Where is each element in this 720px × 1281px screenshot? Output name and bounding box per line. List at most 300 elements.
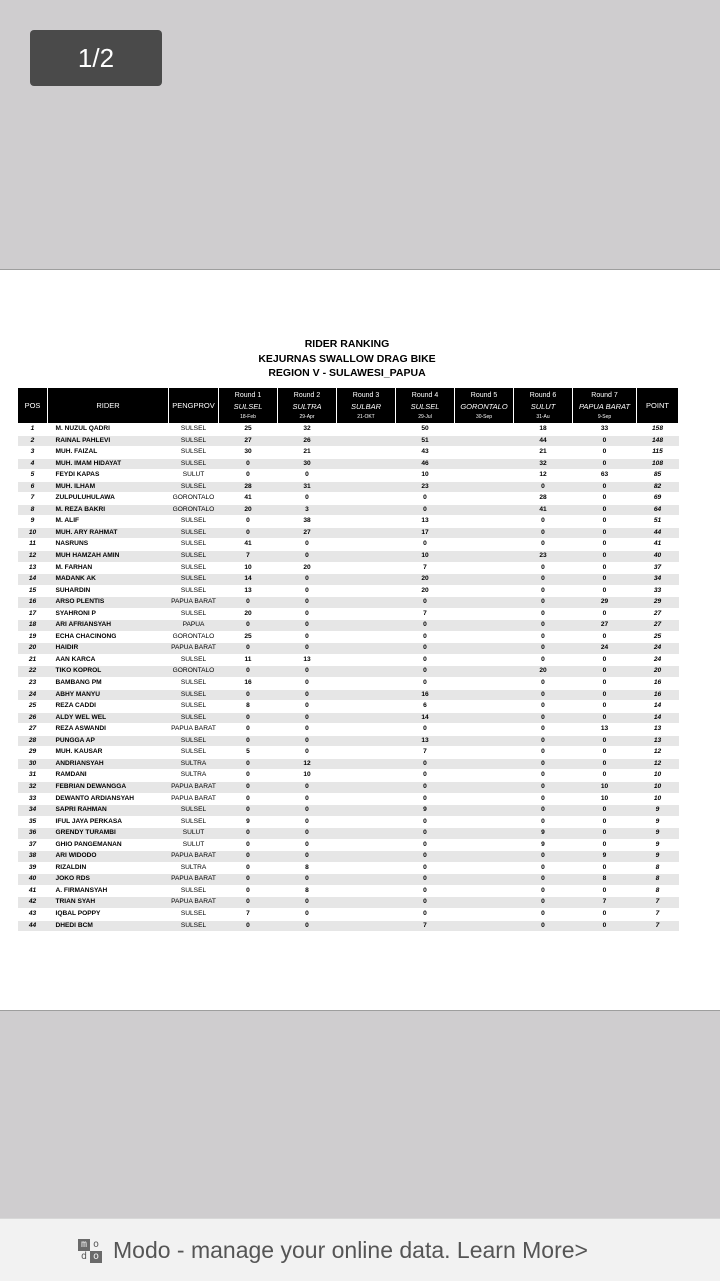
table-cell: 8 [278, 862, 337, 874]
modo-logo: m o d o [78, 1239, 102, 1263]
table-cell: SULSEL [169, 424, 219, 436]
table-cell [455, 897, 514, 909]
table-cell [455, 885, 514, 897]
table-cell: 0 [514, 897, 573, 909]
table-cell: 0 [573, 435, 637, 447]
table-row [18, 701, 679, 713]
table-row [18, 597, 679, 609]
ranking-body [18, 424, 679, 932]
table-cell: 23 [514, 551, 573, 563]
table-cell: 7 [396, 920, 455, 932]
table-cell: 33 [637, 585, 679, 597]
table-cell: 0 [573, 516, 637, 528]
table-cell: 34 [18, 805, 48, 817]
table-cell: 28 [18, 735, 48, 747]
table-cell: 0 [219, 597, 278, 609]
table-cell: 0 [514, 654, 573, 666]
table-cell: MUH HAMZAH AMIN [48, 551, 169, 563]
table-cell: 0 [573, 828, 637, 840]
table-cell: MUH. ARY RAHMAT [48, 527, 169, 539]
table-cell: 11 [219, 654, 278, 666]
table-cell: 25 [637, 631, 679, 643]
ad-banner[interactable] [0, 1218, 720, 1281]
table-cell [455, 504, 514, 516]
table-cell: SULTRA [169, 862, 219, 874]
table-cell: TIKO KOPROL [48, 666, 169, 678]
table-cell: SULTRA [169, 758, 219, 770]
table-cell: 20 [18, 643, 48, 655]
table-cell: 21 [514, 447, 573, 459]
table-cell: 10 [637, 781, 679, 793]
table-cell: 41 [219, 539, 278, 551]
table-cell [455, 724, 514, 736]
table-cell [455, 458, 514, 470]
table-cell: 0 [514, 597, 573, 609]
table-cell [455, 678, 514, 690]
table-cell [337, 689, 396, 701]
table-cell [337, 447, 396, 459]
table-cell: SULSEL [169, 447, 219, 459]
table-cell [337, 816, 396, 828]
table-cell: FEBRIAN DEWANGGA [48, 781, 169, 793]
table-cell [337, 758, 396, 770]
table-cell [455, 447, 514, 459]
table-cell: SULSEL [169, 562, 219, 574]
table-cell: 0 [573, 770, 637, 782]
table-cell: 0 [278, 470, 337, 482]
table-cell: PAPUA BARAT [169, 724, 219, 736]
table-cell: 0 [573, 654, 637, 666]
table-cell: 8 [573, 874, 637, 886]
table-cell [455, 851, 514, 863]
table-cell: SULSEL [169, 585, 219, 597]
table-cell: 12 [278, 758, 337, 770]
table-cell [455, 597, 514, 609]
table-cell: 0 [396, 724, 455, 736]
table-cell: 19 [18, 631, 48, 643]
table-row [18, 654, 679, 666]
table-cell [455, 435, 514, 447]
table-cell: 0 [514, 747, 573, 759]
table-cell: 0 [396, 839, 455, 851]
table-cell: 5 [219, 747, 278, 759]
table-cell: 37 [18, 839, 48, 851]
table-cell: PAPUA BARAT [169, 793, 219, 805]
table-cell: 27 [278, 527, 337, 539]
table-cell: 0 [219, 885, 278, 897]
table-cell: 5 [18, 470, 48, 482]
table-cell: 43 [18, 908, 48, 920]
table-cell: 16 [637, 689, 679, 701]
table-cell: 0 [514, 585, 573, 597]
table-cell [455, 666, 514, 678]
table-cell: 21 [278, 447, 337, 459]
table-cell: 10 [573, 793, 637, 805]
table-cell: SULSEL [169, 908, 219, 920]
table-cell: 36 [18, 828, 48, 840]
table-cell: SULSEL [169, 712, 219, 724]
table-cell: ARI WIDODO [48, 851, 169, 863]
table-cell: 0 [396, 678, 455, 690]
table-cell: 0 [219, 862, 278, 874]
table-cell: 7 [396, 747, 455, 759]
table-cell: 7 [573, 897, 637, 909]
table-row [18, 885, 679, 897]
table-row [18, 908, 679, 920]
table-cell: 0 [573, 747, 637, 759]
table-cell: 43 [396, 447, 455, 459]
table-cell: M. REZA BAKRI [48, 504, 169, 516]
table-cell [455, 539, 514, 551]
table-cell: 7 [219, 551, 278, 563]
table-cell: 0 [278, 597, 337, 609]
table-cell [455, 816, 514, 828]
table-cell: NASRUNS [48, 539, 169, 551]
table-cell [337, 851, 396, 863]
table-cell: TRIAN SYAH [48, 897, 169, 909]
table-row [18, 435, 679, 447]
table-cell: 0 [573, 551, 637, 563]
table-cell: 0 [278, 724, 337, 736]
table-cell [455, 793, 514, 805]
table-cell [455, 493, 514, 505]
table-cell [337, 839, 396, 851]
table-cell: 18 [514, 424, 573, 436]
table-cell: 9 [219, 816, 278, 828]
table-cell [455, 574, 514, 586]
table-cell: JOKO RDS [48, 874, 169, 886]
table-cell: 0 [219, 781, 278, 793]
table-row [18, 643, 679, 655]
table-cell: 51 [396, 435, 455, 447]
table-cell: AAN KARCA [48, 654, 169, 666]
table-cell: 0 [573, 481, 637, 493]
title-line-3: REGION V - SULAWESI_PAPUA [268, 367, 426, 379]
table-cell: PAPUA BARAT [169, 851, 219, 863]
document-title [0, 337, 694, 381]
table-cell: 8 [637, 874, 679, 886]
table-cell: 0 [396, 643, 455, 655]
table-cell: DHEDI BCM [48, 920, 169, 932]
table-cell: 9 [396, 805, 455, 817]
table-cell: 31 [278, 481, 337, 493]
table-cell: 0 [219, 793, 278, 805]
table-cell: 20 [219, 608, 278, 620]
table-cell: 30 [278, 458, 337, 470]
table-cell: 29 [573, 597, 637, 609]
table-cell: A. FIRMANSYAH [48, 885, 169, 897]
table-cell: 0 [514, 885, 573, 897]
table-cell: 0 [396, 758, 455, 770]
table-cell: 9 [18, 516, 48, 528]
table-cell: 0 [219, 897, 278, 909]
table-cell: 24 [573, 643, 637, 655]
table-cell: 6 [396, 701, 455, 713]
table-cell: 0 [278, 897, 337, 909]
table-cell: 6 [18, 481, 48, 493]
table-cell: 7 [637, 920, 679, 932]
table-cell: SULSEL [169, 481, 219, 493]
table-cell: 40 [637, 551, 679, 563]
table-cell: 0 [278, 574, 337, 586]
table-cell: 0 [219, 839, 278, 851]
table-cell: 63 [573, 470, 637, 482]
table-cell: 33 [18, 793, 48, 805]
table-cell [337, 654, 396, 666]
table-cell: SULSEL [169, 551, 219, 563]
table-cell: 41 [514, 504, 573, 516]
table-cell [455, 516, 514, 528]
table-cell: 37 [637, 562, 679, 574]
table-cell: 9 [573, 851, 637, 863]
table-row [18, 608, 679, 620]
table-cell: 27 [219, 435, 278, 447]
table-cell: 10 [573, 781, 637, 793]
table-cell [455, 562, 514, 574]
table-cell: 0 [573, 689, 637, 701]
table-cell [337, 793, 396, 805]
table-cell: 23 [396, 481, 455, 493]
table-cell [337, 805, 396, 817]
table-cell: 0 [573, 678, 637, 690]
table-row [18, 424, 679, 436]
table-row [18, 793, 679, 805]
table-cell: 25 [219, 631, 278, 643]
header-round-5: Round 5 GORONTALO 30-Sep [455, 388, 514, 424]
table-cell: SULSEL [169, 747, 219, 759]
table-cell [455, 712, 514, 724]
table-cell: MUH. KAUSAR [48, 747, 169, 759]
table-cell: 10 [637, 770, 679, 782]
table-cell [337, 585, 396, 597]
table-cell [455, 839, 514, 851]
table-cell: 0 [573, 920, 637, 932]
table-cell [455, 631, 514, 643]
table-cell: 0 [219, 805, 278, 817]
table-cell: SULSEL [169, 608, 219, 620]
table-cell: 26 [278, 435, 337, 447]
table-cell [455, 758, 514, 770]
table-cell [455, 874, 514, 886]
table-row [18, 447, 679, 459]
table-row [18, 516, 679, 528]
table-cell: 3 [278, 504, 337, 516]
table-cell: 9 [637, 805, 679, 817]
table-cell: 0 [219, 828, 278, 840]
table-cell: ARI AFRIANSYAH [48, 620, 169, 632]
table-cell: 13 [637, 735, 679, 747]
table-cell: M. NUZUL QADRI [48, 424, 169, 436]
table-cell: 0 [573, 908, 637, 920]
table-cell: 0 [573, 539, 637, 551]
table-cell: 0 [219, 770, 278, 782]
table-cell: 41 [219, 493, 278, 505]
table-cell: 0 [278, 793, 337, 805]
table-row [18, 481, 679, 493]
table-cell: 0 [278, 608, 337, 620]
table-cell: 0 [278, 551, 337, 563]
table-cell: 7 [396, 562, 455, 574]
table-cell: 24 [18, 689, 48, 701]
table-cell [455, 689, 514, 701]
table-cell: 0 [278, 920, 337, 932]
table-cell: 9 [637, 839, 679, 851]
table-cell: 44 [514, 435, 573, 447]
table-cell: 0 [396, 908, 455, 920]
table-cell: 31 [18, 770, 48, 782]
header-round-7: Round 7 PAPUA BARAT 9-Sep [573, 388, 637, 424]
table-cell: 22 [18, 666, 48, 678]
table-cell: 16 [637, 678, 679, 690]
table-cell: 16 [396, 689, 455, 701]
table-cell: PAPUA BARAT [169, 874, 219, 886]
table-cell: 32 [278, 424, 337, 436]
table-cell: PAPUA BARAT [169, 597, 219, 609]
table-cell [455, 747, 514, 759]
table-cell: ARSO PLENTIS [48, 597, 169, 609]
table-cell: 0 [278, 539, 337, 551]
ad-text[interactable]: Modo - manage your online data. Learn More> [113, 1237, 588, 1263]
table-cell: 41 [18, 885, 48, 897]
table-cell: 24 [637, 643, 679, 655]
table-cell: 27 [637, 620, 679, 632]
table-cell: REZA CADDI [48, 701, 169, 713]
table-cell: 0 [219, 470, 278, 482]
table-cell: FEYDI KAPAS [48, 470, 169, 482]
table-cell: 28 [514, 493, 573, 505]
table-cell: 0 [396, 597, 455, 609]
table-cell: 13 [396, 735, 455, 747]
table-cell: 14 [18, 574, 48, 586]
table-cell: 7 [637, 897, 679, 909]
table-cell: 0 [573, 585, 637, 597]
table-row [18, 504, 679, 516]
table-cell: 0 [396, 620, 455, 632]
table-cell: 0 [573, 712, 637, 724]
table-row [18, 816, 679, 828]
table-cell: 13 [18, 562, 48, 574]
table-cell: 29 [637, 597, 679, 609]
table-cell: PAPUA BARAT [169, 781, 219, 793]
table-cell: M. FARHAN [48, 562, 169, 574]
table-cell: 30 [219, 447, 278, 459]
table-cell: 64 [637, 504, 679, 516]
table-cell: 0 [514, 862, 573, 874]
table-cell: 0 [514, 908, 573, 920]
table-cell: 0 [573, 562, 637, 574]
table-cell: 27 [18, 724, 48, 736]
table-cell: 0 [514, 481, 573, 493]
table-cell: 0 [278, 678, 337, 690]
table-cell: 38 [18, 851, 48, 863]
table-cell: GHIO PANGEMANAN [48, 839, 169, 851]
table-cell: 0 [219, 527, 278, 539]
table-cell: 0 [278, 805, 337, 817]
table-cell: 69 [637, 493, 679, 505]
table-row [18, 666, 679, 678]
table-cell [455, 585, 514, 597]
table-cell: 0 [573, 493, 637, 505]
table-cell: 7 [396, 608, 455, 620]
table-cell: 0 [219, 458, 278, 470]
table-cell: GORONTALO [169, 631, 219, 643]
table-row [18, 678, 679, 690]
table-row [18, 770, 679, 782]
table-cell: 0 [573, 666, 637, 678]
table-cell: 24 [637, 654, 679, 666]
table-cell: MUH. ILHAM [48, 481, 169, 493]
table-cell [455, 470, 514, 482]
table-cell: 0 [573, 758, 637, 770]
table-cell: REZA ASWANDI [48, 724, 169, 736]
table-cell: 0 [278, 781, 337, 793]
table-cell: 0 [396, 793, 455, 805]
table-cell: 0 [514, 793, 573, 805]
table-cell: RIZALDIN [48, 862, 169, 874]
table-cell: M. ALIF [48, 516, 169, 528]
table-cell: ABHY MANYU [48, 689, 169, 701]
table-cell [455, 643, 514, 655]
table-cell: SULSEL [169, 735, 219, 747]
table-cell: SULSEL [169, 527, 219, 539]
table-cell: SYAHRONI P [48, 608, 169, 620]
table-cell [337, 481, 396, 493]
table-cell: 51 [637, 516, 679, 528]
table-cell: PAPUA [169, 620, 219, 632]
table-cell: 12 [637, 758, 679, 770]
table-cell: HAIDIR [48, 643, 169, 655]
table-cell: 27 [637, 608, 679, 620]
table-cell: 0 [514, 701, 573, 713]
table-cell: 9 [637, 851, 679, 863]
table-cell: 0 [219, 666, 278, 678]
table-cell: 0 [396, 897, 455, 909]
table-cell: 14 [396, 712, 455, 724]
table-row [18, 620, 679, 632]
table-cell: 17 [18, 608, 48, 620]
table-cell: 26 [18, 712, 48, 724]
table-cell [455, 735, 514, 747]
table-cell [337, 712, 396, 724]
table-row [18, 631, 679, 643]
table-cell: 16 [219, 678, 278, 690]
table-cell: 0 [219, 851, 278, 863]
table-cell: 20 [396, 585, 455, 597]
table-row [18, 527, 679, 539]
table-cell: GORONTALO [169, 493, 219, 505]
table-cell: MUH. FAIZAL [48, 447, 169, 459]
table-cell [455, 654, 514, 666]
table-cell: 108 [637, 458, 679, 470]
table-row [18, 897, 679, 909]
table-cell: 0 [573, 862, 637, 874]
table-cell: 12 [637, 747, 679, 759]
table-cell: IFUL JAYA PERKASA [48, 816, 169, 828]
table-cell: DEWANTO ARDIANSYAH [48, 793, 169, 805]
table-cell: 0 [396, 654, 455, 666]
table-cell [337, 666, 396, 678]
table-cell [455, 424, 514, 436]
table-cell: SULSEL [169, 574, 219, 586]
table-cell [337, 862, 396, 874]
table-cell: RAINAL PAHLEVI [48, 435, 169, 447]
table-cell: ANDRIANSYAH [48, 758, 169, 770]
table-cell: 20 [219, 504, 278, 516]
table-cell: 0 [514, 516, 573, 528]
page-indicator: 1/2 [30, 30, 162, 86]
table-row [18, 551, 679, 563]
table-cell: 7 [637, 908, 679, 920]
